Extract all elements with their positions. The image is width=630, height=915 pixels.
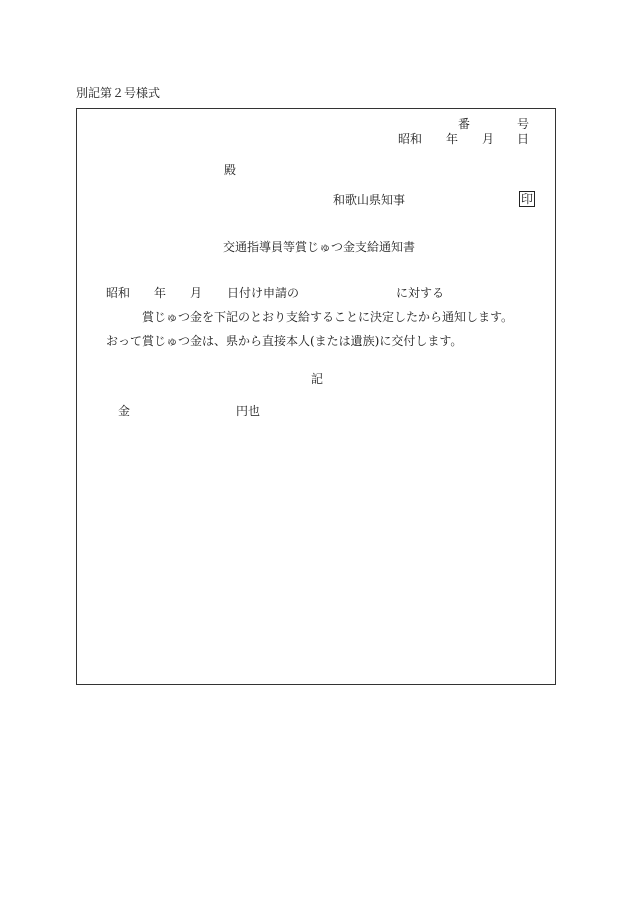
number-ban: 番	[458, 117, 471, 131]
date-month: 月	[482, 132, 495, 146]
amount-unit: 円也	[236, 404, 261, 418]
date-era: 昭和	[398, 132, 423, 146]
number-go: 号	[517, 117, 530, 131]
body-month: 月	[190, 286, 203, 300]
seal-mark: 印	[520, 192, 533, 206]
body-applied: 日付け申請の	[227, 286, 300, 300]
amount-label: 金	[118, 404, 131, 418]
date-year: 年	[446, 132, 459, 146]
date-day: 日	[517, 132, 530, 146]
body-era: 昭和	[106, 286, 131, 300]
addressee-suffix: 殿	[224, 163, 237, 177]
form-label: 別記第２号様式	[76, 86, 161, 100]
body-year: 年	[154, 286, 167, 300]
document-title: 交通指導員等賞じゅつ金支給通知書	[223, 240, 416, 254]
body-line-3: おって賞じゅつ金は、県から直接本人(または遺族)に交付します。	[106, 334, 463, 348]
issuer-name: 和歌山県知事	[333, 193, 406, 207]
body-line-2: 賞じゅつ金を下記のとおり支給することに決定したから通知します。	[142, 310, 514, 324]
body-regarding: に対する	[396, 286, 445, 300]
record-heading: 記	[311, 372, 324, 386]
notice-form-frame	[76, 108, 556, 685]
